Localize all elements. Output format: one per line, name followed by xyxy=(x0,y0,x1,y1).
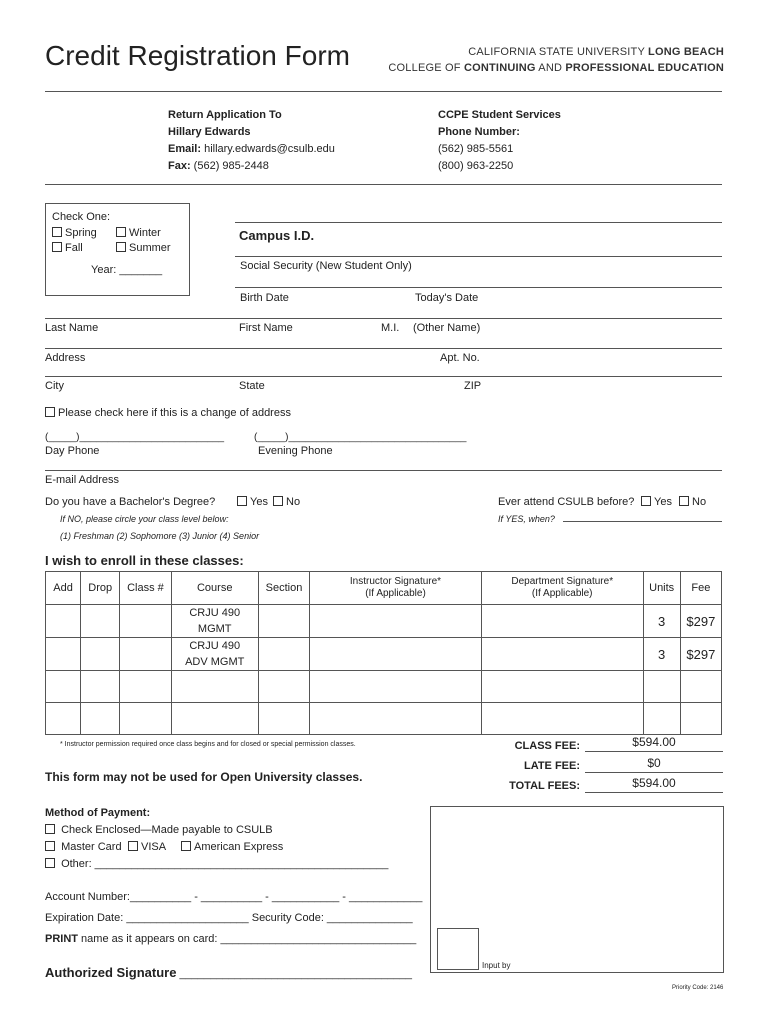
authorized-signature-line: ______________________________________ xyxy=(176,968,412,980)
late-fee-label: LATE FEE: xyxy=(523,760,580,772)
print-name-field[interactable] xyxy=(45,933,416,945)
col-instructor xyxy=(310,572,482,605)
field-line xyxy=(235,287,722,288)
instructor-footnote: * Instructor permission required once class begins and for closed or special permission classes. xyxy=(60,741,356,748)
other-name-label: (Other Name) xyxy=(413,322,481,334)
attend-yes-option[interactable] xyxy=(641,496,672,508)
col-units: Units xyxy=(643,572,680,605)
col-class-num: Class # xyxy=(120,572,171,605)
page-title: Credit Registration Form xyxy=(45,40,350,71)
apt-label: Apt. No. xyxy=(440,352,480,364)
course-name: MGMT xyxy=(197,623,232,635)
department-sig-label: Department Signature* xyxy=(511,576,614,587)
section-cell[interactable] xyxy=(258,671,309,703)
term-winter-option[interactable] xyxy=(116,227,161,239)
instructor-cell[interactable] xyxy=(310,605,482,638)
college-professional: PROFESSIONAL EDUCATION xyxy=(565,62,724,74)
checkbox-icon[interactable] xyxy=(641,496,651,506)
department-cell[interactable] xyxy=(481,703,643,735)
units-cell[interactable] xyxy=(643,703,680,735)
yes-label: Yes xyxy=(250,496,268,508)
last-name-label: Last Name xyxy=(45,322,99,334)
course-cell xyxy=(171,605,258,638)
payment-heading: Method of Payment: xyxy=(45,807,151,819)
checkbox-icon[interactable] xyxy=(181,841,191,851)
if-no-note: If NO, please circle your class level below: xyxy=(60,514,229,524)
add-cell[interactable] xyxy=(46,605,81,638)
checkbox-icon[interactable] xyxy=(237,496,247,506)
contact-fax: (562) 985-2448 xyxy=(190,160,269,172)
field-line xyxy=(45,348,722,349)
drop-cell[interactable] xyxy=(81,703,120,735)
univ-campus: LONG BEACH xyxy=(648,46,724,58)
print-name-line: name as it appears on card: ________________________________ xyxy=(78,933,417,945)
fee-cell: $297 xyxy=(680,638,721,671)
instructor-cell[interactable] xyxy=(310,671,482,703)
total-fees-value[interactable]: $594.00 xyxy=(585,776,723,793)
table-row xyxy=(46,671,722,703)
contact-email: hillary.edwards@csulb.edu xyxy=(201,143,335,155)
input-by-label: Input by xyxy=(482,961,511,970)
degree-no-option[interactable] xyxy=(273,496,300,508)
phone-2: (800) 963-2250 xyxy=(438,160,514,172)
email-address-label: E-mail Address xyxy=(45,474,119,486)
class-num-cell[interactable] xyxy=(120,703,171,735)
yes-label: Yes xyxy=(654,496,672,508)
university-name xyxy=(388,44,724,76)
drop-cell[interactable] xyxy=(81,605,120,638)
section-cell[interactable] xyxy=(258,638,309,671)
classes-heading: I wish to enroll in these classes: xyxy=(45,553,244,568)
table-row xyxy=(46,638,722,671)
class-fee-label: CLASS FEE: xyxy=(514,740,580,752)
visa-label: VISA xyxy=(141,841,167,853)
table-row xyxy=(46,703,722,735)
return-label: Return Application To xyxy=(168,109,282,121)
phone-label: Phone Number: xyxy=(438,126,520,138)
open-university-notice: This form may not be used for Open University classes. xyxy=(45,770,363,784)
section-cell[interactable] xyxy=(258,605,309,638)
amex-label: American Express xyxy=(194,841,284,853)
checkbox-icon[interactable] xyxy=(45,841,55,851)
checkbox-icon[interactable] xyxy=(52,242,62,252)
checkbox-icon[interactable] xyxy=(52,227,62,237)
late-fee-value[interactable]: $0 xyxy=(585,756,723,773)
course-cell xyxy=(171,638,258,671)
college-continuing: CONTINUING xyxy=(463,62,536,74)
account-number-field[interactable]: Account Number:__________ - __________ - ___________ - ____________ xyxy=(45,891,423,903)
ssn-label: Social Security (New Student Only) xyxy=(240,260,412,272)
department-applicable: (If Applicable) xyxy=(531,588,593,599)
checkbox-icon[interactable] xyxy=(116,242,126,252)
field-line xyxy=(45,376,722,377)
col-add: Add xyxy=(46,572,81,605)
change-address-option[interactable] xyxy=(45,407,291,419)
class-fee-value[interactable]: $594.00 xyxy=(585,735,723,752)
add-cell[interactable] xyxy=(46,703,81,735)
checkbox-icon[interactable] xyxy=(679,496,689,506)
summer-label: Summer xyxy=(129,242,171,254)
drop-cell[interactable] xyxy=(81,638,120,671)
check-label: Check Enclosed—Made payable to CSULB xyxy=(61,824,273,836)
col-department xyxy=(481,572,643,605)
payment-mastercard-option[interactable] xyxy=(45,841,122,853)
fee-cell[interactable] xyxy=(680,671,721,703)
checkbox-icon[interactable] xyxy=(45,824,55,834)
payment-amex-option[interactable] xyxy=(181,841,283,853)
table-header xyxy=(46,572,722,605)
class-levels[interactable]: (1) Freshman (2) Sophomore (3) Junior (4) Senior xyxy=(60,531,260,541)
campus-id-label: Campus I.D. xyxy=(239,228,315,243)
mi-label: M.I. xyxy=(381,322,400,334)
field-line xyxy=(563,521,722,522)
checkbox-icon[interactable] xyxy=(128,841,138,851)
drop-cell[interactable] xyxy=(81,671,120,703)
print-label: PRINT xyxy=(45,933,78,945)
instructor-sig-label: Instructor Signature* xyxy=(349,576,442,587)
services-info xyxy=(438,107,561,175)
units-cell: 3 xyxy=(643,638,680,671)
no-label: No xyxy=(286,496,301,508)
payment-other-option[interactable] xyxy=(45,858,388,870)
instructor-cell[interactable] xyxy=(310,638,482,671)
check-one-label: Check One: xyxy=(52,211,111,223)
mastercard-label: Master Card xyxy=(61,841,122,853)
class-num-cell[interactable] xyxy=(120,638,171,671)
term-spring-option[interactable] xyxy=(52,227,97,239)
field-line xyxy=(235,222,722,223)
checkbox-icon[interactable] xyxy=(45,858,55,868)
priority-code: Priority Code: 2146 xyxy=(672,985,724,991)
class-num-cell[interactable] xyxy=(120,605,171,638)
address-label: Address xyxy=(45,352,86,364)
section-cell[interactable] xyxy=(258,703,309,735)
zip-label: ZIP xyxy=(464,380,482,392)
email-label: Email: xyxy=(168,143,202,155)
phone-1: (562) 985-5561 xyxy=(438,143,514,155)
univ-prefix: CALIFORNIA STATE UNIVERSITY xyxy=(468,46,649,58)
col-section: Section xyxy=(258,572,309,605)
ever-attend-question: Ever attend CSULB before? xyxy=(498,496,635,508)
term-fall-option[interactable] xyxy=(52,242,83,254)
no-label: No xyxy=(692,496,707,508)
fee-cell[interactable] xyxy=(680,703,721,735)
field-line xyxy=(45,470,722,471)
birth-date-label: Birth Date xyxy=(240,292,289,304)
winter-label: Winter xyxy=(129,227,161,239)
degree-yes-option[interactable] xyxy=(237,496,268,508)
college-prefix: COLLEGE OF xyxy=(388,62,464,74)
first-name-label: First Name xyxy=(239,322,293,334)
course-cell[interactable] xyxy=(171,671,258,703)
instructor-cell[interactable] xyxy=(310,703,482,735)
authorized-signature-label: Authorized Signature xyxy=(45,965,177,980)
attend-no-option[interactable] xyxy=(679,496,706,508)
course-code: CRJU 490 xyxy=(189,607,241,619)
input-by-box[interactable] xyxy=(437,928,479,970)
add-cell[interactable] xyxy=(46,671,81,703)
classes-table xyxy=(45,571,722,735)
department-cell[interactable] xyxy=(481,605,643,638)
authorized-signature-field[interactable] xyxy=(45,964,412,982)
change-address-label: Please check here if this is a change of address xyxy=(58,407,291,419)
day-phone-label: Day Phone xyxy=(45,445,100,457)
department-cell[interactable] xyxy=(481,638,643,671)
checkbox-icon[interactable] xyxy=(116,227,126,237)
services-label: CCPE Student Services xyxy=(438,109,561,121)
col-drop: Drop xyxy=(81,572,120,605)
city-label: City xyxy=(45,380,64,392)
field-line xyxy=(45,318,722,319)
term-summer-option[interactable] xyxy=(116,242,171,254)
divider xyxy=(45,91,722,92)
fee-cell: $297 xyxy=(680,605,721,638)
units-cell: 3 xyxy=(643,605,680,638)
fall-label: Fall xyxy=(65,242,83,254)
college-and: AND xyxy=(535,62,566,74)
table-row xyxy=(46,605,722,638)
divider xyxy=(45,184,722,185)
course-code: CRJU 490 xyxy=(189,640,241,652)
total-fees-label: TOTAL FEES: xyxy=(509,780,580,792)
add-cell[interactable] xyxy=(46,638,81,671)
checkbox-icon[interactable] xyxy=(45,407,55,417)
course-cell[interactable] xyxy=(171,703,258,735)
year-field[interactable]: Year: _______ xyxy=(91,264,163,276)
if-yes-note: If YES, when? xyxy=(498,514,555,524)
contact-name: Hillary Edwards xyxy=(168,126,251,138)
col-course: Course xyxy=(171,572,258,605)
day-phone-field[interactable]: (_____)__________________________ xyxy=(45,432,225,443)
return-info xyxy=(168,107,335,175)
evening-phone-label: Evening Phone xyxy=(258,445,333,457)
fax-label: Fax: xyxy=(168,160,191,172)
evening-phone-field[interactable]: (_____)________________________________ xyxy=(254,432,467,443)
todays-date-label: Today's Date xyxy=(415,292,479,304)
field-line xyxy=(235,256,722,257)
payment-visa-option[interactable] xyxy=(128,841,166,853)
department-cell[interactable] xyxy=(481,671,643,703)
degree-question: Do you have a Bachelor's Degree? xyxy=(45,496,216,508)
state-label: State xyxy=(239,380,265,392)
course-name: ADV MGMT xyxy=(185,656,245,668)
units-cell[interactable] xyxy=(643,671,680,703)
checkbox-icon[interactable] xyxy=(273,496,283,506)
col-fee: Fee xyxy=(680,572,721,605)
class-num-cell[interactable] xyxy=(120,671,171,703)
spring-label: Spring xyxy=(65,227,97,239)
expiration-security-field[interactable]: Expiration Date: ____________________ Security Code: ______________ xyxy=(45,912,413,924)
payment-check-option[interactable] xyxy=(45,824,273,836)
instructor-applicable: (If Applicable) xyxy=(365,588,426,599)
other-label: Other: ________________________________________________ xyxy=(61,858,389,870)
